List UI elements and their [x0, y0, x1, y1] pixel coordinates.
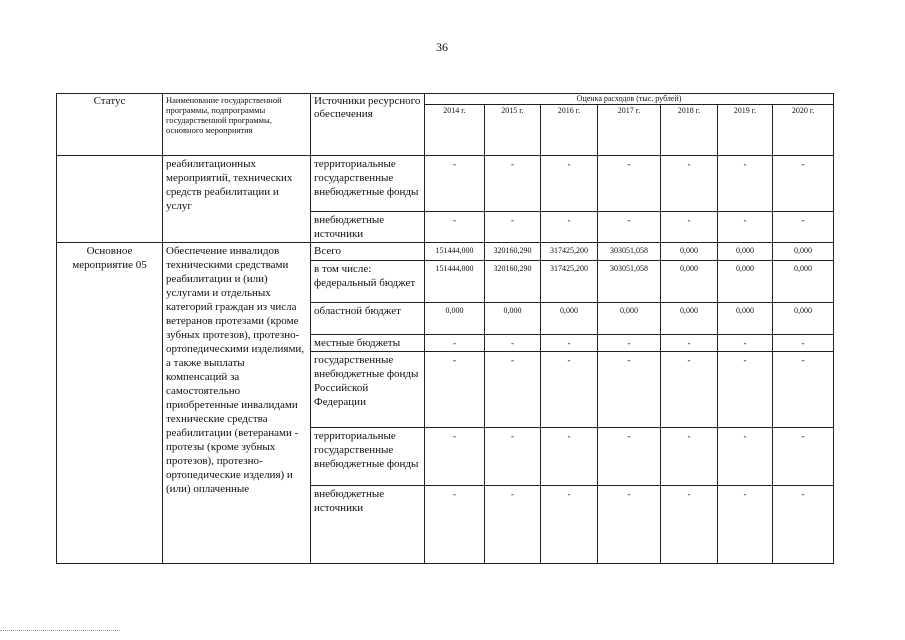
header-year: 2017 г.	[598, 105, 661, 156]
value-cell: 0,000	[661, 261, 718, 303]
value-cell: 151444,000	[425, 243, 485, 261]
value-cell: -	[598, 428, 661, 486]
value-cell: -	[425, 428, 485, 486]
value-cell: 0,000	[718, 303, 773, 335]
value-cell: -	[541, 428, 598, 486]
value-cell: -	[661, 352, 718, 428]
value-cell: -	[598, 335, 661, 352]
value-cell: -	[773, 335, 834, 352]
source-cell: территориальные государственные внебюджетные фонды	[311, 156, 425, 212]
page-number: 36	[436, 40, 448, 54]
value-cell: -	[773, 428, 834, 486]
value-cell: 317425,200	[541, 243, 598, 261]
header-year: 2016 г.	[541, 105, 598, 156]
value-cell: 303051,058	[598, 243, 661, 261]
source-cell: внебюджетные источники	[311, 486, 425, 564]
name-cell: Обеспечение инвалидов техническими средствами реабилитации и (или) услугами и отдельных категорий граждан из числа ветеранов протезами (кроме зубных протезов), протезно-ортопедическими изделиями, а также выплаты компенсаций за самостоятельно приобретенные инвалидами технические средства реабилитации (ветеранами - протезы (кроме зубных протезов), протезно-ортопедические изделия) и (или) оплаченные	[163, 243, 311, 564]
value-cell: -	[541, 212, 598, 243]
source-cell: территориальные государственные внебюджетные фонды	[311, 428, 425, 486]
value-cell: -	[425, 486, 485, 564]
header-year: 2015 г.	[485, 105, 541, 156]
header-status: Статус	[57, 94, 163, 156]
value-cell: 0,000	[773, 243, 834, 261]
header-name: Наименование государственной программы, подпрограммы государственной программы, основного мероприятия	[163, 94, 311, 156]
header-year: 2020 г.	[773, 105, 834, 156]
value-cell: -	[541, 352, 598, 428]
status-cell	[57, 156, 163, 243]
scan-edge-mark	[0, 630, 120, 634]
value-cell: -	[598, 212, 661, 243]
value-cell: -	[718, 335, 773, 352]
value-cell: -	[661, 212, 718, 243]
value-cell: -	[541, 335, 598, 352]
value-cell: -	[485, 212, 541, 243]
value-cell: -	[485, 486, 541, 564]
value-cell: -	[485, 428, 541, 486]
value-cell: -	[598, 156, 661, 212]
value-cell: 0,000	[718, 261, 773, 303]
value-cell: -	[425, 212, 485, 243]
value-cell: -	[773, 156, 834, 212]
status-cell: Основное мероприятие 05	[57, 243, 163, 564]
value-cell: -	[773, 486, 834, 564]
header-row	[57, 94, 834, 105]
value-cell: -	[718, 428, 773, 486]
header-sources: Источники ресурсного обеспечения	[311, 94, 425, 156]
value-cell: 0,000	[773, 303, 834, 335]
value-cell: 0,000	[425, 303, 485, 335]
value-cell: 151444,000	[425, 261, 485, 303]
value-cell: 0,000	[541, 303, 598, 335]
value-cell: 0,000	[661, 243, 718, 261]
table-row	[57, 156, 834, 212]
source-cell: Всего	[311, 243, 425, 261]
value-cell: -	[773, 352, 834, 428]
value-cell: -	[485, 156, 541, 212]
table-row	[57, 243, 834, 261]
value-cell: -	[661, 335, 718, 352]
value-cell: 303051,058	[598, 261, 661, 303]
value-cell: -	[661, 486, 718, 564]
value-cell: 317425,200	[541, 261, 598, 303]
value-cell: -	[541, 156, 598, 212]
value-cell: -	[425, 335, 485, 352]
value-cell: -	[773, 212, 834, 243]
value-cell: -	[718, 212, 773, 243]
budget-table	[56, 93, 834, 564]
name-cell: реабилитационных мероприятий, технических средств реабилитации и услуг	[163, 156, 311, 243]
value-cell: -	[718, 156, 773, 212]
header-year: 2014 г.	[425, 105, 485, 156]
value-cell: -	[598, 352, 661, 428]
value-cell: -	[541, 486, 598, 564]
value-cell: 0,000	[598, 303, 661, 335]
value-cell: 320160,290	[485, 243, 541, 261]
value-cell: -	[718, 352, 773, 428]
value-cell: -	[718, 486, 773, 564]
value-cell: -	[661, 428, 718, 486]
value-cell: -	[661, 156, 718, 212]
value-cell: 0,000	[485, 303, 541, 335]
source-cell: внебюджетные источники	[311, 212, 425, 243]
header-estimate: Оценка расходов (тыс. рублей)	[425, 94, 834, 105]
value-cell: -	[485, 335, 541, 352]
value-cell: 320160,290	[485, 261, 541, 303]
value-cell: -	[485, 352, 541, 428]
value-cell: 0,000	[661, 303, 718, 335]
source-cell: государственные внебюджетные фонды Российской Федерации	[311, 352, 425, 428]
value-cell: -	[425, 352, 485, 428]
value-cell: 0,000	[773, 261, 834, 303]
value-cell: -	[598, 486, 661, 564]
value-cell: 0,000	[718, 243, 773, 261]
value-cell: -	[425, 156, 485, 212]
source-cell: в том числе: федеральный бюджет	[311, 261, 425, 303]
source-cell: местные бюджеты	[311, 335, 425, 352]
header-year: 2019 г.	[718, 105, 773, 156]
header-year: 2018 г.	[661, 105, 718, 156]
source-cell: областной бюджет	[311, 303, 425, 335]
